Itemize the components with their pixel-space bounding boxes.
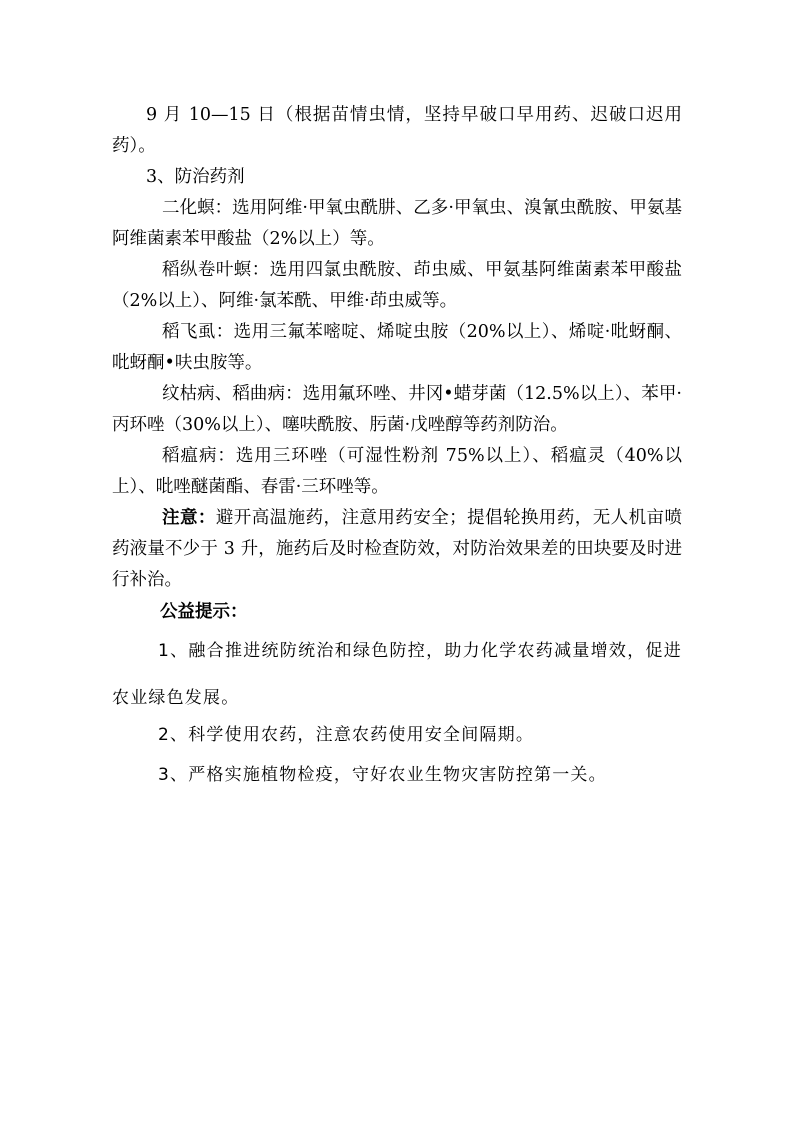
paragraph-note [112, 503, 682, 596]
section-heading: 3、防治药剂 [146, 167, 245, 187]
public-tip-item: 2、科学使用农药，注意农药使用安全间隔期。 [158, 725, 535, 745]
public-tips-heading: 公益提示： [160, 602, 248, 622]
note-label: 注意： [162, 508, 216, 528]
note-text: 避开高温施药，注意用药安全；提倡轮换用药，无人机亩喷药液量不少于 3 升，施药后及时检查防效，对防治效果差的田块要及时进行补治。 [112, 508, 683, 590]
public-tip-item: 1、融合推进统防统治和绿色防控，助力化学农药减量增效，促进农业绿色发展。 [112, 641, 682, 708]
paragraph-daofeishi: 稻飞虱：选用三氟苯嘧啶、烯啶虫胺（20%以上）、烯啶·吡蚜酮、吡蚜酮•呋虫胺等。 [112, 322, 682, 373]
paragraph-erhuaming: 二化螟：选用阿维·甲氧虫酰肼、乙多·甲氧虫、溴氰虫酰胺、甲氨基阿维菌素苯甲酸盐（2%以上）等。 [112, 198, 682, 249]
paragraph-date: 9 月 10—15 日（根据苗情虫情，坚持早破口早用药、迟破口迟用药）。 [112, 105, 682, 156]
paragraph-daowenbing: 稻瘟病：选用三环唑（可湿性粉剂 75%以上）、稻瘟灵（40%以上）、吡唑醚菌酯、春雷·三环唑等。 [112, 446, 682, 497]
public-tip-item: 3、严格实施植物检疫，守好农业生物灾害防控第一关。 [158, 765, 607, 785]
paragraph-wenkubing: 纹枯病、稻曲病：选用氟环唑、井冈•蜡芽菌（12.5%以上）、苯甲·丙环唑（30%以上）、噻呋酰胺、肟菌·戊唑醇等药剂防治。 [112, 384, 682, 435]
paragraph-daozongjuanyeming: 稻纵卷叶螟：选用四氯虫酰胺、茚虫威、甲氨基阿维菌素苯甲酸盐（2%以上）、阿维·氯苯酰、甲维·茚虫威等。 [112, 260, 682, 311]
